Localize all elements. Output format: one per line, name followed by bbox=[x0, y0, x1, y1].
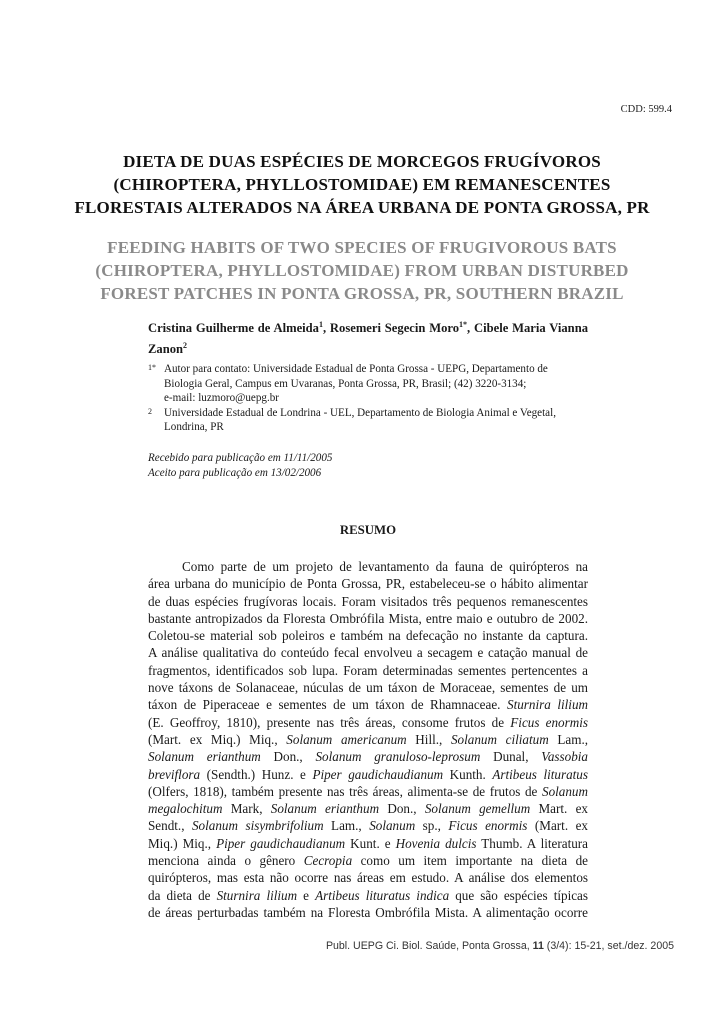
abstract-body bbox=[148, 558, 588, 921]
species-name: Cecropia bbox=[303, 853, 353, 869]
abstract-line bbox=[148, 783, 588, 800]
affiliation-mark: 2 bbox=[148, 406, 152, 416]
abstract-text: Mark, bbox=[222, 801, 271, 817]
species-name: Solanum sisymbrifolium bbox=[191, 818, 324, 834]
abstract-text: como um item importante na dieta de bbox=[352, 853, 588, 869]
author-name: , Cibele Maria Vianna Zanon bbox=[148, 321, 588, 357]
abstract-line bbox=[148, 558, 588, 575]
abstract-line bbox=[148, 662, 588, 679]
species-name: Hovenia dulcis bbox=[395, 835, 477, 851]
author-affil-mark: 1 bbox=[318, 320, 323, 329]
abstract-heading: RESUMO bbox=[339, 523, 397, 537]
abstract-line bbox=[148, 817, 588, 834]
accepted-date: Aceito para publicação em 13/02/2006 bbox=[148, 467, 322, 479]
species-name: Solanum erianthum bbox=[270, 801, 380, 817]
species-name: Artibeus lituratus bbox=[492, 766, 588, 782]
abstract-text: (Sendth.) Hunz. e bbox=[200, 766, 313, 782]
species-name: Sturnira lilium bbox=[216, 887, 298, 903]
title-english bbox=[60, 236, 664, 305]
affiliation-text bbox=[164, 406, 556, 435]
abstract-text: da dieta de bbox=[148, 887, 217, 903]
journal-footer bbox=[326, 940, 674, 952]
author-list bbox=[148, 316, 588, 358]
species-name: megalochitum bbox=[148, 801, 223, 817]
abstract-text: (E. Geoffroy, 1810), presente nas três áreas, consome frutos de bbox=[148, 714, 511, 730]
author-affil-mark: 1* bbox=[459, 320, 468, 329]
species-name: Solanum bbox=[542, 783, 588, 799]
abstract-text: Sendt., bbox=[148, 818, 192, 834]
species-name: Solanum ciliatum bbox=[450, 731, 549, 747]
affiliations bbox=[148, 362, 593, 435]
abstract-text: Dunal, bbox=[480, 749, 542, 765]
abstract-text: bastante antropizados da Floresta Ombrófila Mista, entre maio e outubro de 2002. bbox=[148, 610, 588, 626]
abstract-text: Kunth. bbox=[443, 766, 493, 782]
cdd-code: CDD: 599.4 bbox=[620, 104, 672, 115]
abstract-line bbox=[148, 904, 588, 921]
abstract-line bbox=[148, 696, 588, 713]
abstract-text: A análise qualitativa do conteúdo fecal envolveu a secagem e catação manual de bbox=[148, 645, 588, 661]
abstract-text: Don., bbox=[379, 801, 425, 817]
footer-rest: (3/4): 15-21, set./dez. 2005 bbox=[543, 940, 674, 952]
abstract-text: área urbana do município de Ponta Grossa, PR, estabeleceu-se o hábito alimentar bbox=[148, 576, 588, 592]
affiliation-line: Autor para contato: Universidade Estadual de Ponta Grossa - UEPG, Departamento de bbox=[164, 363, 548, 375]
footer-volume: 11 bbox=[532, 940, 544, 952]
abstract-line bbox=[148, 644, 588, 661]
abstract-text: quirópteros, mas esta não ocorre nas áreas em estudo. A análise dos elementos bbox=[148, 870, 588, 886]
species-name: Solanum bbox=[369, 818, 416, 834]
abstract-text: e bbox=[297, 887, 316, 903]
abstract-text: Lam., bbox=[323, 818, 370, 834]
abstract-text: de áreas perturbadas também na Floresta Ombrófila Mista. A alimentação ocorre bbox=[148, 904, 588, 920]
abstract-text: nove táxons de Solanaceae, núculas de um táxon de Moraceae, sementes de um bbox=[148, 680, 588, 696]
affiliation-line: e-mail: luzmoro@uepg.br bbox=[164, 392, 279, 404]
title-pt-line: DIETA DE DUAS ESPÉCIES DE MORCEGOS FRUGÍVOROS bbox=[123, 152, 601, 171]
abstract-text: Hill., bbox=[406, 731, 451, 747]
abstract-line bbox=[148, 766, 588, 783]
abstract-text: Lam., bbox=[548, 731, 589, 747]
species-name: Ficus enormis bbox=[448, 818, 528, 834]
abstract-line bbox=[148, 887, 588, 904]
abstract-line bbox=[148, 679, 588, 696]
abstract-text: Como parte de um projeto de levantamento da fauna de quirópteros na bbox=[182, 559, 588, 574]
footer-journal: Publ. UEPG Ci. Biol. Saúde, Ponta Grossa, bbox=[325, 940, 533, 952]
author-name: , Rosemeri Segecin Moro bbox=[322, 321, 460, 336]
species-name: Piper gaudichaudianum bbox=[312, 766, 444, 782]
abstract-line bbox=[148, 869, 588, 886]
abstract-line bbox=[148, 714, 588, 731]
affiliation-mark: 1* bbox=[148, 363, 156, 372]
affiliation-line: Londrina, PR bbox=[164, 421, 224, 433]
abstract-line bbox=[148, 852, 588, 869]
author-name: Cristina Guilherme de Almeida bbox=[148, 321, 319, 336]
species-name: Piper gaudichaudianum bbox=[216, 835, 346, 851]
species-name: Vassobia bbox=[541, 749, 588, 765]
abstract-line bbox=[148, 627, 588, 644]
title-portuguese bbox=[60, 150, 664, 219]
abstract-text: sp., bbox=[415, 818, 449, 834]
abstract-text: Miq.) Miq., bbox=[148, 835, 217, 851]
abstract-text: menciona ainda o gênero bbox=[148, 853, 304, 869]
abstract-text: táxon de Piperaceae e sementes de um táxon de Rhamnaceae. bbox=[148, 697, 507, 713]
species-name: Sturnira lilium bbox=[507, 697, 589, 713]
title-en-line: FEEDING HABITS OF TWO SPECIES OF FRUGIVOROUS BATS bbox=[107, 238, 617, 257]
affiliation-line: Universidade Estadual de Londrina - UEL, Departamento de Biologia Animal e Vegetal, bbox=[164, 406, 556, 419]
received-date: Recebido para publicação em 11/11/2005 bbox=[148, 452, 333, 464]
species-name: Artibeus lituratus indica bbox=[315, 887, 450, 903]
abstract-text: de duas espécies frugívoras locais. Foram visitados três pequenos remanescentes bbox=[148, 593, 588, 609]
title-en-line: FOREST PATCHES IN PONTA GROSSA, PR, SOUTHERN BRAZIL bbox=[100, 284, 624, 303]
abstract-text: Mart. ex bbox=[530, 801, 588, 817]
abstract-text: (Mart. ex Miq.) Miq., bbox=[148, 731, 287, 747]
abstract-line bbox=[148, 835, 588, 852]
affiliation-line: Biologia Geral, Campus em Uvaranas, Ponta Grossa, PR, Brasil; (42) 3220-3134; bbox=[164, 377, 527, 390]
abstract-text: Kunt. e bbox=[345, 835, 396, 851]
affiliation-1 bbox=[148, 362, 593, 406]
abstract-text: (Mart. ex bbox=[527, 818, 588, 834]
abstract-line bbox=[148, 800, 588, 817]
abstract-text: Thumb. A literatura bbox=[476, 835, 588, 851]
affiliation-2 bbox=[148, 406, 593, 435]
species-name: breviflora bbox=[148, 766, 201, 782]
title-pt-line: FLORESTAIS ALTERADOS NA ÁREA URBANA DE PONTA GROSSA, PR bbox=[74, 198, 650, 217]
title-en-line: (CHIROPTERA, PHYLLOSTOMIDAE) FROM URBAN DISTURBED bbox=[95, 261, 629, 280]
abstract-text: fragmentos, identificados sob lupa. Foram determinadas sementes pertencentes a bbox=[148, 662, 588, 678]
author-affil-mark: 2 bbox=[183, 341, 188, 351]
species-name: Solanum americanum bbox=[286, 731, 407, 747]
abstract-line bbox=[148, 593, 588, 610]
abstract-line bbox=[148, 748, 588, 765]
abstract-text: que são espécies típicas bbox=[449, 887, 589, 903]
species-name: Solanum erianthum bbox=[148, 749, 261, 765]
species-name: Solanum granuloso-leprosum bbox=[315, 749, 481, 765]
abstract-text: (Olfers, 1818), também presente nas três áreas, alimenta-se de frutos de bbox=[148, 783, 542, 799]
abstract-text: Coletou-se material sob poleiros e também na defecação no instante da captura. bbox=[148, 628, 588, 644]
affiliation-text bbox=[164, 362, 548, 406]
title-pt-line: (CHIROPTERA, PHYLLOSTOMIDAE) EM REMANESCENTES bbox=[113, 175, 611, 194]
species-name: Ficus enormis bbox=[510, 714, 588, 730]
abstract-line bbox=[148, 610, 588, 627]
abstract-line bbox=[148, 575, 588, 592]
abstract-text: Don., bbox=[260, 749, 316, 765]
abstract-line bbox=[148, 731, 588, 748]
species-name: Solanum gemellum bbox=[424, 801, 531, 817]
publication-dates bbox=[148, 451, 332, 481]
